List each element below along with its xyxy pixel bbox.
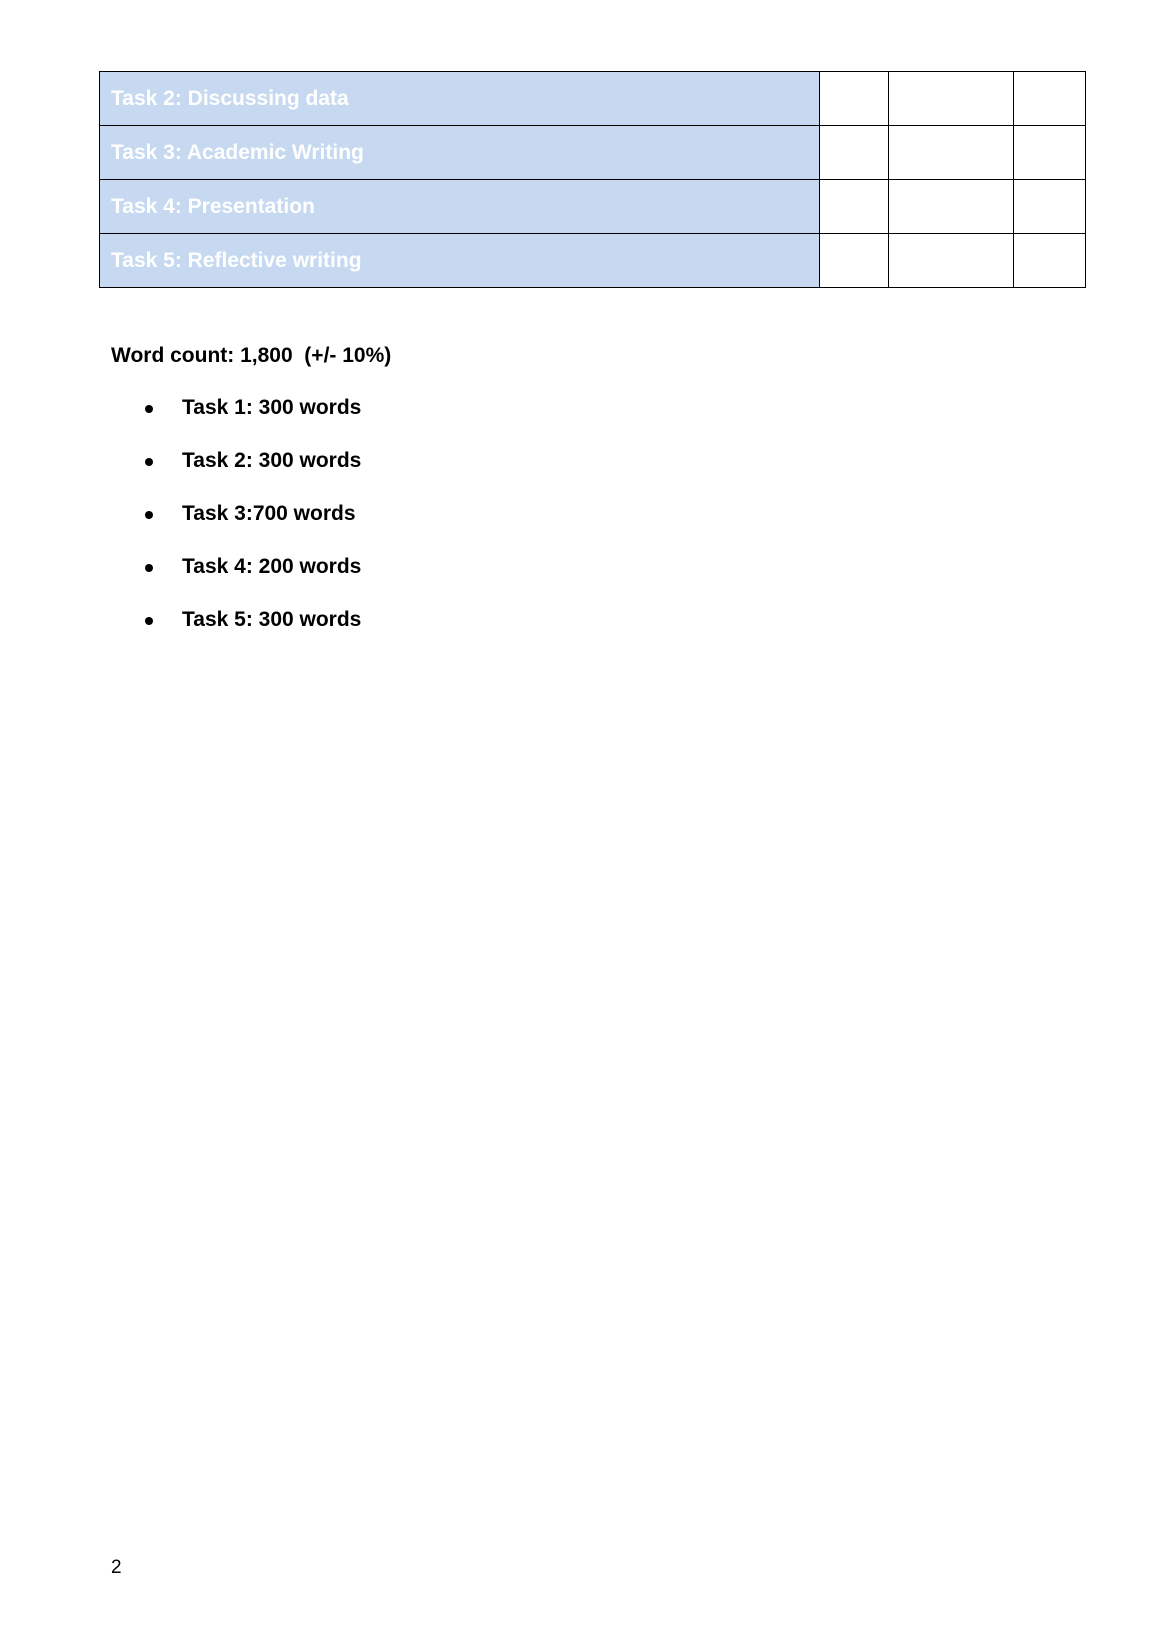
task-name-cell: Task 3: Academic Writing: [100, 126, 820, 180]
list-item-text: Task 2: 300 words: [182, 449, 362, 472]
empty-cell: [889, 72, 1014, 126]
list-item: [0, 502, 600, 555]
empty-cell: [1014, 180, 1086, 234]
empty-cell: [820, 234, 889, 288]
bullet-icon: [145, 511, 153, 519]
list-item-text: Task 5: 300 words: [182, 608, 362, 631]
list-item: [0, 396, 600, 449]
table-row: [100, 126, 1086, 180]
bullet-icon: [145, 564, 153, 572]
list-item-text: Task 4: 200 words: [182, 555, 362, 578]
empty-cell: [820, 72, 889, 126]
table-row: [100, 180, 1086, 234]
list-item: [0, 555, 600, 608]
empty-cell: [820, 126, 889, 180]
empty-cell: [889, 180, 1014, 234]
task-name-cell: Task 4: Presentation: [100, 180, 820, 234]
bullet-icon: [145, 405, 153, 413]
bullet-icon: [145, 617, 153, 625]
empty-cell: [1014, 126, 1086, 180]
list-item: [0, 449, 600, 502]
empty-cell: [1014, 72, 1086, 126]
task-name-cell: Task 2: Discussing data: [100, 72, 820, 126]
list-item: [0, 608, 600, 661]
word-count-list: [0, 396, 600, 661]
task-table: [99, 71, 1086, 288]
list-item-text: Task 1: 300 words: [182, 396, 362, 419]
page-number: 2: [111, 1557, 122, 1578]
table-row: [100, 72, 1086, 126]
empty-cell: [1014, 234, 1086, 288]
task-name-cell: Task 5: Reflective writing: [100, 234, 820, 288]
empty-cell: [820, 180, 889, 234]
word-count-heading: Word count: 1,800 (+/- 10%): [111, 344, 392, 367]
empty-cell: [889, 234, 1014, 288]
empty-cell: [889, 126, 1014, 180]
list-item-text: Task 3:700 words: [182, 502, 356, 525]
bullet-icon: [145, 458, 153, 466]
table-row: [100, 234, 1086, 288]
